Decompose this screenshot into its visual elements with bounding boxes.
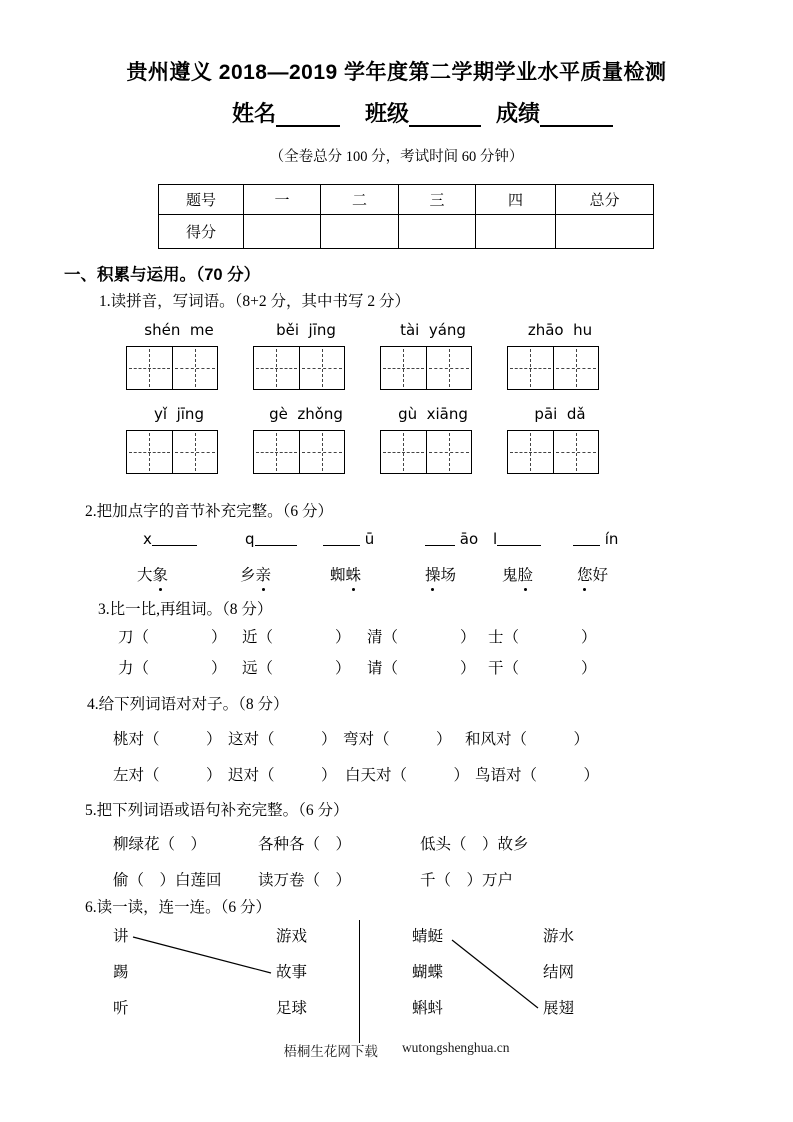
fill-blank-item: 千（ ）万户 (420, 872, 514, 889)
pinyin-word-group (126, 321, 218, 390)
dotted-char: 象 (153, 563, 169, 585)
fill-blank-item: 清（ ） (367, 629, 476, 646)
grid-cell (172, 347, 218, 389)
score-header-cell: 题号 (159, 185, 244, 215)
blank-line (425, 530, 455, 546)
fill-blank-item: 各种各（ ） (258, 836, 352, 853)
score-header-cell: 四 (476, 185, 556, 215)
dotted-char: 脸 (518, 563, 534, 585)
syllable-blank: x (143, 530, 197, 548)
fill-blank-item: 白天对（ ） (345, 767, 470, 784)
fill-blank-item: 偷（ ）白莲回 (113, 872, 222, 889)
fill-blank-item: 士（ ） (488, 629, 597, 646)
writing-grid (126, 430, 218, 474)
pinyin-word-group (126, 405, 218, 474)
group-divider-line (359, 920, 360, 1043)
dotted-char: 操 (425, 563, 441, 585)
fill-blank-item: 刀（ ） (118, 629, 227, 646)
q4-row-2 (0, 763, 793, 789)
fill-blank-item: 低头（ ）故乡 (420, 836, 529, 853)
match-item: 讲 (113, 928, 129, 945)
q5-row-2 (0, 868, 793, 894)
grid-cell (553, 347, 599, 389)
match-item: 展翅 (543, 1000, 575, 1017)
score-empty-cell (399, 215, 476, 249)
dotted-char: 您 (577, 563, 593, 585)
q1-label: 1.读拼音，写词语。（8+2 分，其中书写 2 分） (99, 293, 410, 310)
page-title: 贵州遵义 2018—2019 学年度第二学期学业水平质量检测 (126, 61, 667, 84)
q4-row-1 (0, 727, 793, 753)
syllable-blank: l (493, 530, 541, 548)
pinyin-word-group (253, 405, 345, 474)
fill-blank-item: 干（ ） (488, 660, 597, 677)
pinyin-word-group (507, 321, 599, 390)
match-column-nouns (276, 927, 307, 1035)
syllable-blank: ū (323, 530, 374, 548)
writing-grid (380, 430, 472, 474)
pinyin-text: gù xiāng (398, 405, 468, 423)
grid-cell (127, 347, 172, 389)
writing-grid (126, 346, 218, 390)
connection-line-jiang-gushi (133, 937, 271, 973)
fill-blank-item: 远（ ） (242, 660, 351, 677)
syllable-blank: q (245, 530, 297, 548)
fill-blank-item: 力（ ） (118, 660, 227, 677)
blank-line (152, 530, 197, 546)
blank-line (573, 530, 600, 546)
pinyin-word-group (253, 321, 345, 390)
dotted-word: 蜘蛛 (330, 563, 361, 585)
fill-blank-item: 桃对（ ） (113, 731, 222, 748)
q3-label: 3.比一比,再组词。（8 分） (98, 601, 273, 618)
pinyin-word-group (507, 405, 599, 474)
grid-cell (553, 431, 599, 473)
grid-cell (508, 347, 553, 389)
fill-blank-item: 迟对（ ） (228, 767, 337, 784)
blank-line (255, 530, 297, 546)
connection-line-qingting-zhanchi (452, 940, 538, 1008)
syllable-blank: āo (425, 530, 478, 548)
match-item: 听 (113, 1000, 129, 1017)
score-header-cell: 一 (244, 185, 321, 215)
grid-cell (299, 431, 345, 473)
footer-site-url: wutongshenghua.cn (401, 1040, 510, 1055)
grid-cell (299, 347, 345, 389)
match-item: 结网 (543, 964, 575, 981)
fill-blank-item: 左对（ ） (113, 767, 222, 784)
score-table-wrap (158, 184, 654, 249)
score-empty-cell (244, 215, 321, 249)
score-empty-cell (476, 215, 556, 249)
fill-blank-item: 请（ ） (367, 660, 476, 677)
grid-cell (254, 431, 299, 473)
fill-blank-item: 读万卷（ ） (258, 872, 352, 889)
q5-label: 5.把下列词语或语句补充完整。（6 分） (85, 802, 349, 819)
class-label: 班级 (365, 101, 410, 126)
dotted-word: 您好 (577, 563, 608, 585)
fill-blank-item: 近（ ） (242, 629, 351, 646)
page-footer (0, 1040, 793, 1060)
writing-grid (380, 346, 472, 390)
grid-cell (127, 431, 172, 473)
match-item: 故事 (276, 964, 308, 981)
match-item: 踢 (113, 964, 129, 981)
q2-label: 2.把加点字的音节补充完整。（6 分） (85, 503, 334, 520)
match-item: 游水 (543, 928, 575, 945)
writing-grid (253, 346, 345, 390)
grid-cell (381, 431, 426, 473)
q5-row-1 (0, 832, 793, 858)
score-row-label: 得分 (159, 215, 244, 249)
score-header-cell: 二 (321, 185, 399, 215)
pinyin-text: tài yáng (400, 321, 466, 339)
match-item: 蜻蜓 (412, 928, 444, 945)
score-header-cell: 总分 (556, 185, 654, 215)
fill-blank-item: 和风对（ ） (465, 731, 590, 748)
name-label: 姓名 (232, 101, 277, 126)
match-column-animals (412, 927, 443, 1035)
grid-cell (254, 347, 299, 389)
class-blank (409, 101, 481, 127)
section1-heading: 一、积累与运用。（70 分） (64, 266, 261, 284)
dotted-char: 亲 (256, 563, 272, 585)
dotted-char: 蛛 (346, 563, 362, 585)
q4-label: 4.给下列词语对对子。（8 分） (87, 696, 289, 713)
dotted-word: 乡亲 (240, 563, 271, 585)
pinyin-text: pāi dǎ (534, 405, 586, 423)
dotted-word: 大象 (137, 563, 168, 585)
fill-blank-item: 这对（ ） (228, 731, 337, 748)
q6-label: 6.读一读，连一连。（6 分） (85, 899, 272, 916)
score-table (158, 184, 654, 249)
dotted-word: 鬼脸 (502, 563, 533, 585)
score-label: 成绩 (496, 101, 541, 126)
q3-row-2 (0, 656, 793, 682)
pinyin-word-group (380, 405, 472, 474)
q6-matching-area (0, 920, 793, 1047)
writing-grid (253, 430, 345, 474)
q2-syllable-blanks-row (0, 530, 793, 560)
score-empty-cell (556, 215, 654, 249)
grid-cell (172, 431, 218, 473)
blank-line (497, 530, 541, 546)
fill-blank-item: 柳绿花（ ） (113, 836, 207, 853)
score-table-value-row (159, 215, 654, 249)
match-column-verbs (113, 927, 129, 1035)
pinyin-word-group (380, 321, 472, 390)
dotted-word: 操场 (425, 563, 456, 585)
score-empty-cell (321, 215, 399, 249)
pinyin-text: běi jīng (276, 321, 336, 339)
blank-line (323, 530, 360, 546)
match-item: 足球 (276, 1000, 308, 1017)
pinyin-text: gè zhǒng (269, 405, 343, 423)
pinyin-text: shén me (144, 321, 214, 339)
match-item: 蝴蝶 (412, 964, 444, 981)
q1-pinyin-row-1 (126, 321, 599, 390)
syllable-blank: ín (573, 530, 618, 548)
score-header-cell: 三 (399, 185, 476, 215)
q1-pinyin-row-2 (126, 405, 599, 474)
name-blank (276, 101, 340, 127)
grid-cell (426, 347, 472, 389)
writing-grid (507, 346, 599, 390)
writing-grid (507, 430, 599, 474)
q3-row-1 (0, 625, 793, 651)
grid-cell (426, 431, 472, 473)
match-item: 游戏 (276, 928, 308, 945)
match-column-actions (543, 927, 574, 1035)
score-blank (540, 101, 613, 127)
match-item: 蝌蚪 (412, 1000, 444, 1017)
q2-words-row (0, 563, 793, 593)
exam-note: （全卷总分 100 分，考试时间 60 分钟） (269, 149, 524, 165)
score-table-header-row (159, 185, 654, 215)
fill-blank-item: 鸟语对（ ） (475, 767, 600, 784)
footer-site-name: 梧桐生花网下载 (283, 1044, 378, 1059)
pinyin-text: yǐ jīng (154, 405, 204, 423)
grid-cell (508, 431, 553, 473)
student-info-line (232, 101, 613, 127)
grid-cell (381, 347, 426, 389)
fill-blank-item: 弯对（ ） (343, 731, 452, 748)
pinyin-text: zhāo hu (527, 321, 593, 339)
